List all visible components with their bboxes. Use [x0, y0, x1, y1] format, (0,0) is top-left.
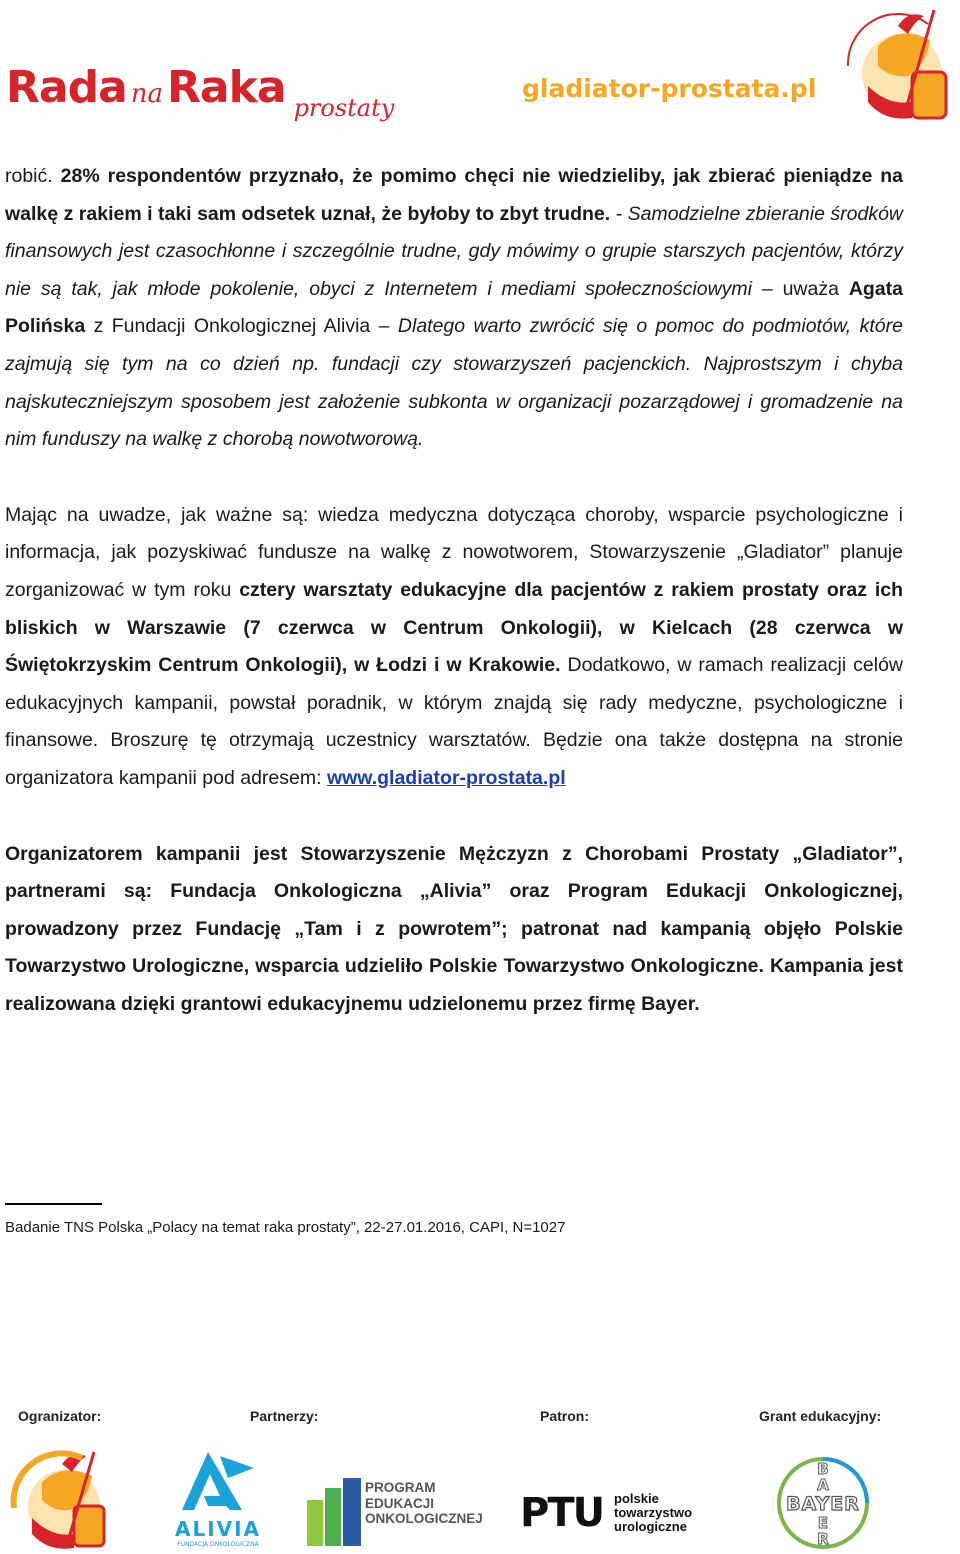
svg-text:BAYER: BAYER	[786, 1493, 860, 1515]
alivia-a-icon	[168, 1448, 268, 1514]
footnote-separator	[5, 1203, 102, 1205]
na-word: na	[130, 79, 164, 109]
para2-guide-info: Dodatkowo, w ramach realizacji celów edukacyjnych kampanii, powstał poradnik, w którym znajdą się rady medyczne, psychologiczne i finansowe. Broszurę tę otrzymają uczestnicy warsztatów. Będzie ona także dostępna na stronie organizatora kampanii pod adresem:	[5, 654, 903, 789]
quote-part-1: - Samodzielne zbieranie środków finansowych jest czasochłonne i szczególnie trudne, gdy mówimy o grupie starszych pacjentów, którzy nie są tak, jak młode pokolenie, obyci z Internetem i mediami społecznościowymi	[5, 202, 904, 300]
gladiator-website-link[interactable]: www.gladiator-prostata.pl	[326, 766, 566, 789]
quote-attribution: – uważa	[751, 277, 849, 300]
organizer-label: Ogranizator:	[18, 1408, 102, 1424]
ptu-letters: PTU	[520, 1490, 604, 1536]
ptu-line-2: towarzystwo	[614, 1505, 693, 1520]
footnote: Badanie TNS Polska „Polacy na temat raka prostaty”, 22-27.01.2016, CAPI, N=1027	[5, 1219, 566, 1236]
gladiator-emblem-icon	[838, 6, 956, 126]
quoted-person-name: Agata Polińska	[5, 277, 903, 338]
ptu-line-1: polskie	[614, 1491, 659, 1506]
alivia-name: ALIVIA	[174, 1517, 262, 1541]
alivia-subtitle: FUNDACJA ONKOLOGICZNA	[177, 1541, 259, 1548]
svg-text:E: E	[817, 1514, 829, 1532]
workshops-info: cztery warsztaty edukacyjne dla pacjentów z rakiem prostaty oraz ich bliskich w Warszawie (7 czerwca w Centrum Onkologii), w Kielcach (28 czerwca w Świętokrzyskim Centrum Onkologii), w Łodzi i w Krakowie.	[5, 578, 903, 677]
peo-line-3: ONKOLOGICZNEJ	[365, 1511, 483, 1526]
ptu-logo	[520, 1490, 700, 1540]
para1-intro: robić.	[5, 165, 61, 187]
svg-text:A: A	[817, 1476, 829, 1494]
raka-word: Raka	[167, 62, 286, 113]
gladiator-site-logo: gladiator-prostata.pl	[522, 74, 817, 103]
bayer-logo	[776, 1456, 870, 1550]
gladiator-organizer-logo-icon	[8, 1448, 112, 1552]
rada-na-raka-logo	[6, 62, 395, 122]
para2-intro: Mając na uwadze, jak ważne są: wiedza medyczna dotycząca choroby, wsparcie psychologiczne i informacja, jak pozyskiwać fundusze na walkę z nowotworem, Stowarzyszenie „Gladiator” planuje zorganizować w tym roku	[5, 503, 903, 601]
ptu-line-3: urologiczne	[614, 1519, 687, 1534]
bayer-cross-icon	[776, 1456, 870, 1550]
organizers-info: Organizatorem kampanii jest Stowarzyszenie Mężczyzn z Chorobami Prostaty „Gladiator”, partnerami są: Fundacja Onkologiczna „Alivia” oraz Program Edukacji Onkologicznej, prowadzony przez Fundację „Tam i z powrotem”; patronat nad kampanią objęło Polskie Towarzystwo Urologiczne, wsparcia udzieliło Polskie Towarzystwo Onkologiczne. Kampania jest realizowana dzięki grantowi edukacyjnemu udzielonemu przez firmę Bayer.	[5, 842, 903, 1015]
alivia-logo	[168, 1448, 268, 1548]
quote-part-2: Dlatego warto zwrócić się o pomoc do podmiotów, które zajmują się tym na co dzień np. fundacji czy stowarzyszeń pacjenckich. Najprostszym i chyba najskuteczniejszym sposobem jest założenie subkonta w organizacji pozarządowej i gromadzenie na nim funduszy na walkę z chorobą nowotworową.	[5, 315, 903, 451]
paragraph-3	[5, 836, 903, 1024]
patron-label: Patron:	[540, 1408, 589, 1424]
rada-word: Rad	[6, 62, 99, 113]
paragraph-2	[5, 497, 903, 798]
paragraph-1	[5, 158, 903, 459]
grant-label: Grant edukacyjny:	[759, 1408, 882, 1424]
peo-bars-icon	[305, 1476, 365, 1548]
prostaty-word: prostaty	[293, 94, 395, 122]
partners-label: Partnerzy:	[250, 1408, 319, 1424]
page-header	[0, 0, 960, 135]
svg-text:R: R	[817, 1530, 829, 1548]
article-body	[5, 158, 903, 1023]
peo-line-2: EDUKACJI	[365, 1495, 435, 1511]
svg-text:B: B	[817, 1460, 829, 1478]
peo-line-1: PROGRAM	[365, 1480, 436, 1495]
program-edukacji-onkologicznej-logo	[305, 1476, 483, 1548]
rada-word-end: a	[98, 62, 127, 113]
quote-affiliation: z Fundacji Onkologicznej Alivia –	[85, 315, 398, 338]
para1-statistic: 28% respondentów przyznało, że pomimo chęci nie wiedzieliby, jak zbierać pieniądze na walkę z rakiem i taki sam odsetek uznał, że byłoby to zbyt trudne.	[5, 165, 903, 225]
